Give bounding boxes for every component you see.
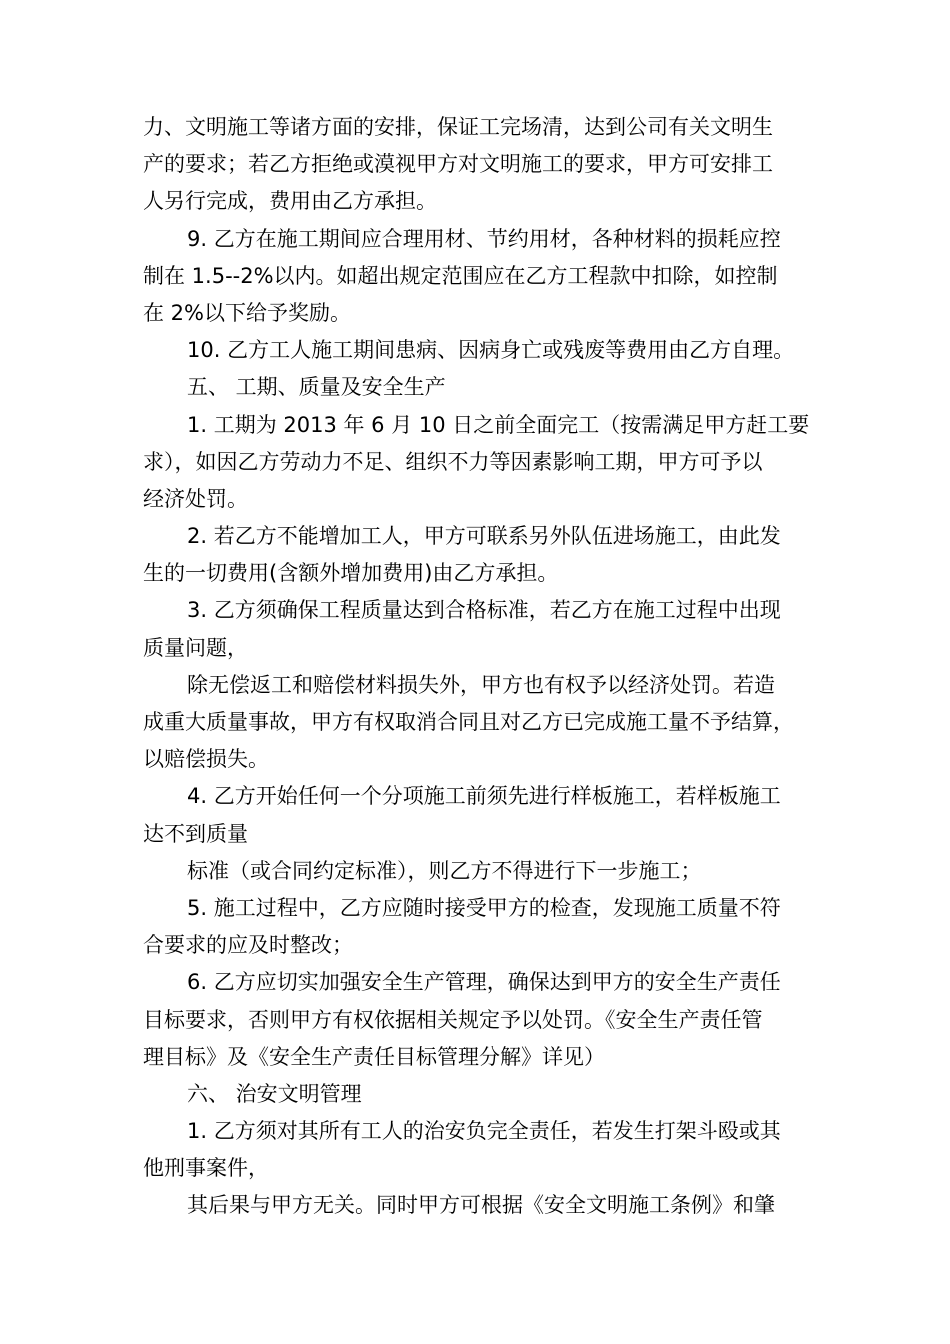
- text-line: 3. 乙方须确保工程质量达到合格标准，若乙方在施工过程中出现: [187, 598, 781, 623]
- text-line: 五、 工期、质量及安全生产: [187, 375, 446, 400]
- contract-body-text: [143, 109, 823, 1225]
- text-line: 达不到质量: [143, 821, 248, 846]
- text-line: 成重大质量事故，甲方有权取消合同且对乙方已完成施工量不予结算，: [143, 710, 794, 734]
- text-line: 9. 乙方在施工期间应合理用材、节约用材，各种材料的损耗应控: [187, 226, 781, 251]
- text-line: 经济处罚。: [143, 486, 248, 511]
- text-line: 六、 治安文明管理: [187, 1081, 362, 1106]
- text-line: 生的一切费用(含额外增加费用)由乙方承担。: [143, 561, 559, 586]
- text-line: 4. 乙方开始任何一个分项施工前须先进行样板施工，若样板施工: [187, 784, 781, 809]
- text-line: 2. 若乙方不能增加工人，甲方可联系另外队伍进场施工，由此发: [187, 524, 781, 549]
- text-line: 质量问题，: [143, 635, 248, 660]
- text-line: 他刑事案件，: [143, 1156, 269, 1181]
- text-line: 除无偿返工和赔偿材料损失外，甲方也有权予以经济处罚。若造: [187, 672, 775, 697]
- text-line: 1. 工期为 2013 年 6 月 10 日之前全面完工（按需满足甲方赶工要: [187, 412, 810, 437]
- text-line: 6. 乙方应切实加强安全生产管理，确保达到甲方的安全生产责任: [187, 970, 781, 995]
- text-line: 10. 乙方工人施工期间患病、因病身亡或残废等费用由乙方自理。: [187, 338, 795, 363]
- text-line: 理目标》及《安全生产责任目标管理分解》详见）: [143, 1044, 605, 1069]
- text-line: 求），如因乙方劳动力不足、组织不力等因素影响工期，甲方可予以: [143, 449, 763, 474]
- text-line: 以赔偿损失。: [143, 747, 269, 772]
- text-line: 其后果与甲方无关。同时甲方可根据《安全文明施工条例》和肇: [187, 1193, 775, 1218]
- text-line: 合要求的应及时整改；: [143, 933, 353, 958]
- text-line: 标准（或合同约定标准），则乙方不得进行下一步施工；: [187, 858, 702, 883]
- text-line: 力、文明施工等诸方面的安排，保证工完场清，达到公司有关文明生: [143, 115, 773, 139]
- text-line: 5. 施工过程中，乙方应随时接受甲方的检查，发现施工质量不符: [187, 895, 781, 920]
- text-line: 人另行完成，费用由乙方承担。: [143, 189, 437, 214]
- text-line: 目标要求，否则甲方有权依据相关规定予以处罚。《安全生产责任管: [143, 1007, 763, 1032]
- text-line: 1. 乙方须对其所有工人的治安负完全责任，若发生打架斗殴或其: [187, 1119, 781, 1144]
- text-line: 制在 1.5--2%以内。如超出规定范围应在乙方工程款中扣除，如控制: [143, 263, 778, 288]
- text-line: 产的要求；若乙方拒绝或漠视甲方对文明施工的要求，甲方可安排工: [143, 152, 773, 177]
- text-line: 在 2%以下给予奖励。: [143, 300, 351, 325]
